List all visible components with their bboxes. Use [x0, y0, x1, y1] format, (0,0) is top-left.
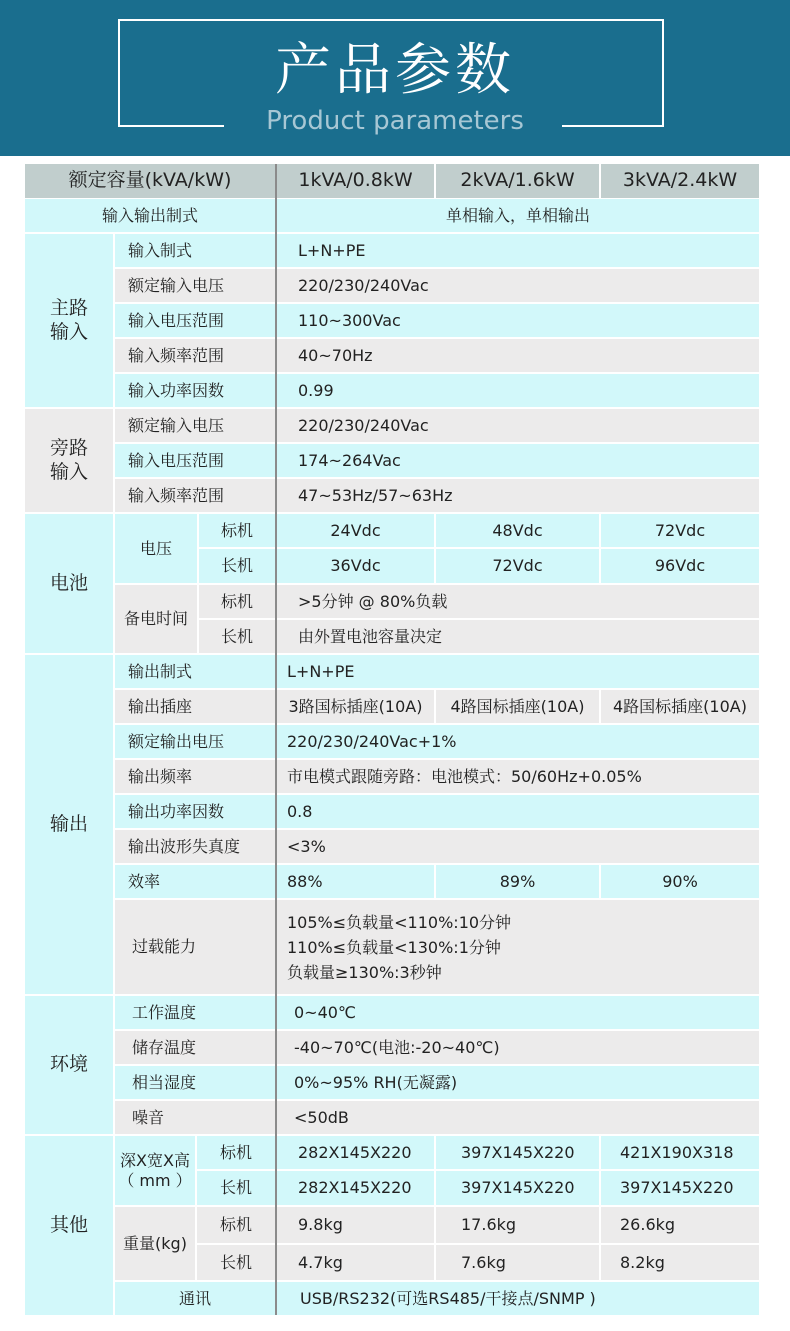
battery-voltage-value: 96Vdc: [601, 549, 759, 583]
battery-voltage-label: 电压: [115, 514, 197, 583]
weight-value: 8.2kg: [601, 1245, 759, 1280]
spec-value: 47~53Hz/57~63Hz: [277, 479, 759, 512]
io-mode-label: 输入输出制式: [25, 199, 275, 232]
variant-long: 长机: [197, 1171, 275, 1205]
socket-value: 4路国标插座(10A): [601, 690, 759, 723]
spec-value: 市电模式跟随旁路：电池模式：50/60Hz+0.05%: [277, 760, 759, 793]
spec-label: 额定输入电压: [115, 409, 275, 442]
page-title: 产品参数: [275, 38, 515, 103]
variant-standard: 标机: [197, 1136, 275, 1169]
dimensions-label: 深X宽X高 （ mm ）: [115, 1136, 195, 1205]
backup-time-label: 备电时间: [115, 585, 197, 653]
capacity-label: 额定容量(kVA/kW): [25, 164, 275, 198]
spec-label: 过载能力: [115, 900, 275, 994]
spec-value: 220/230/240Vac+1%: [277, 725, 759, 758]
dimension-value: 421X190X318: [601, 1136, 759, 1169]
communication-label: 通讯: [115, 1282, 275, 1315]
spec-value: 220/230/240Vac: [277, 409, 759, 442]
battery-voltage-value: 36Vdc: [277, 549, 434, 583]
variant-long: 长机: [199, 620, 275, 653]
efficiency-value: 90%: [601, 865, 759, 898]
spec-label: 效率: [115, 865, 275, 898]
spec-value: L+N+PE: [277, 234, 759, 267]
spec-value: 0.99: [277, 374, 759, 407]
battery-section: 电池: [25, 514, 113, 653]
spec-label: 储存温度: [115, 1031, 275, 1064]
spec-label: 额定输出电压: [115, 725, 275, 758]
spec-value: 220/230/240Vac: [277, 269, 759, 302]
spec-value: 0.8: [277, 795, 759, 828]
communication-value: USB/RS232(可选RS485/干接点/SNMP ): [277, 1282, 759, 1315]
spec-label: 相当湿度: [115, 1066, 275, 1099]
spec-label: 输出制式: [115, 655, 275, 688]
model-2-header: 2kVA/1.6kW: [436, 164, 599, 198]
io-mode-value: 单相输入，单相输出: [277, 199, 759, 232]
backup-time-value: 由外置电池容量决定: [277, 620, 759, 653]
dimension-value: 397X145X220: [436, 1171, 599, 1205]
battery-voltage-value: 48Vdc: [436, 514, 599, 547]
overload-value: 105%≤负载量<110%:10分钟 110%≤负载量<130%:1分钟 负载量≥130%:3秒钟: [277, 900, 759, 994]
spec-label: 输入功率因数: [115, 374, 275, 407]
spec-value: 110~300Vac: [277, 304, 759, 337]
variant-long: 长机: [197, 1245, 275, 1280]
weight-value: 26.6kg: [601, 1207, 759, 1243]
spec-value: <3%: [277, 830, 759, 863]
socket-value: 3路国标插座(10A): [277, 690, 434, 723]
spec-label: 输入电压范围: [115, 304, 275, 337]
weight-value: 4.7kg: [277, 1245, 434, 1280]
backup-time-value: >5分钟 @ 80%负载: [277, 585, 759, 618]
spec-value: -40~70℃(电池:-20~40℃): [277, 1031, 759, 1064]
model-3-header: 3kVA/2.4kW: [601, 164, 759, 198]
environment-section: 环境: [25, 996, 113, 1134]
bypass-input-section: 旁路 输入: [25, 409, 113, 512]
variant-standard: 标机: [199, 585, 275, 618]
weight-label: 重量(kg): [115, 1207, 195, 1280]
efficiency-value: 89%: [436, 865, 599, 898]
spec-label: 噪音: [115, 1101, 275, 1134]
variant-long: 长机: [199, 549, 275, 583]
battery-voltage-value: 24Vdc: [277, 514, 434, 547]
weight-value: 17.6kg: [436, 1207, 599, 1243]
spec-value: L+N+PE: [277, 655, 759, 688]
spec-value: 40~70Hz: [277, 339, 759, 372]
other-section: 其他: [25, 1136, 113, 1315]
spec-label: 输出功率因数: [115, 795, 275, 828]
spec-label: 输出波形失真度: [115, 830, 275, 863]
spec-value: 0~40℃: [277, 996, 759, 1029]
spec-label: 工作温度: [115, 996, 275, 1029]
model-1-header: 1kVA/0.8kW: [277, 164, 434, 198]
main-input-section: 主路 输入: [25, 234, 113, 407]
variant-standard: 标机: [199, 514, 275, 547]
weight-value: 9.8kg: [277, 1207, 434, 1243]
socket-value: 4路国标插座(10A): [436, 690, 599, 723]
weight-value: 7.6kg: [436, 1245, 599, 1280]
spec-label: 输入制式: [115, 234, 275, 267]
output-section: 输出: [25, 655, 113, 994]
spec-label: 输出插座: [115, 690, 275, 723]
dimension-value: 397X145X220: [436, 1136, 599, 1169]
dimension-value: 282X145X220: [277, 1171, 434, 1205]
battery-voltage-value: 72Vdc: [436, 549, 599, 583]
spec-value: 174~264Vac: [277, 444, 759, 477]
spec-label: 输入频率范围: [115, 479, 275, 512]
spec-value: <50dB: [277, 1101, 759, 1134]
spec-label: 输出频率: [115, 760, 275, 793]
battery-voltage-value: 72Vdc: [601, 514, 759, 547]
spec-label: 输入频率范围: [115, 339, 275, 372]
column-divider: [275, 164, 277, 1315]
spec-label: 额定输入电压: [115, 269, 275, 302]
page-subtitle: Product parameters: [266, 106, 524, 136]
spec-value: 0%~95% RH(无凝露): [277, 1066, 759, 1099]
dimension-value: 282X145X220: [277, 1136, 434, 1169]
spec-label: 输入电压范围: [115, 444, 275, 477]
variant-standard: 标机: [197, 1207, 275, 1243]
efficiency-value: 88%: [277, 865, 434, 898]
dimension-value: 397X145X220: [601, 1171, 759, 1205]
